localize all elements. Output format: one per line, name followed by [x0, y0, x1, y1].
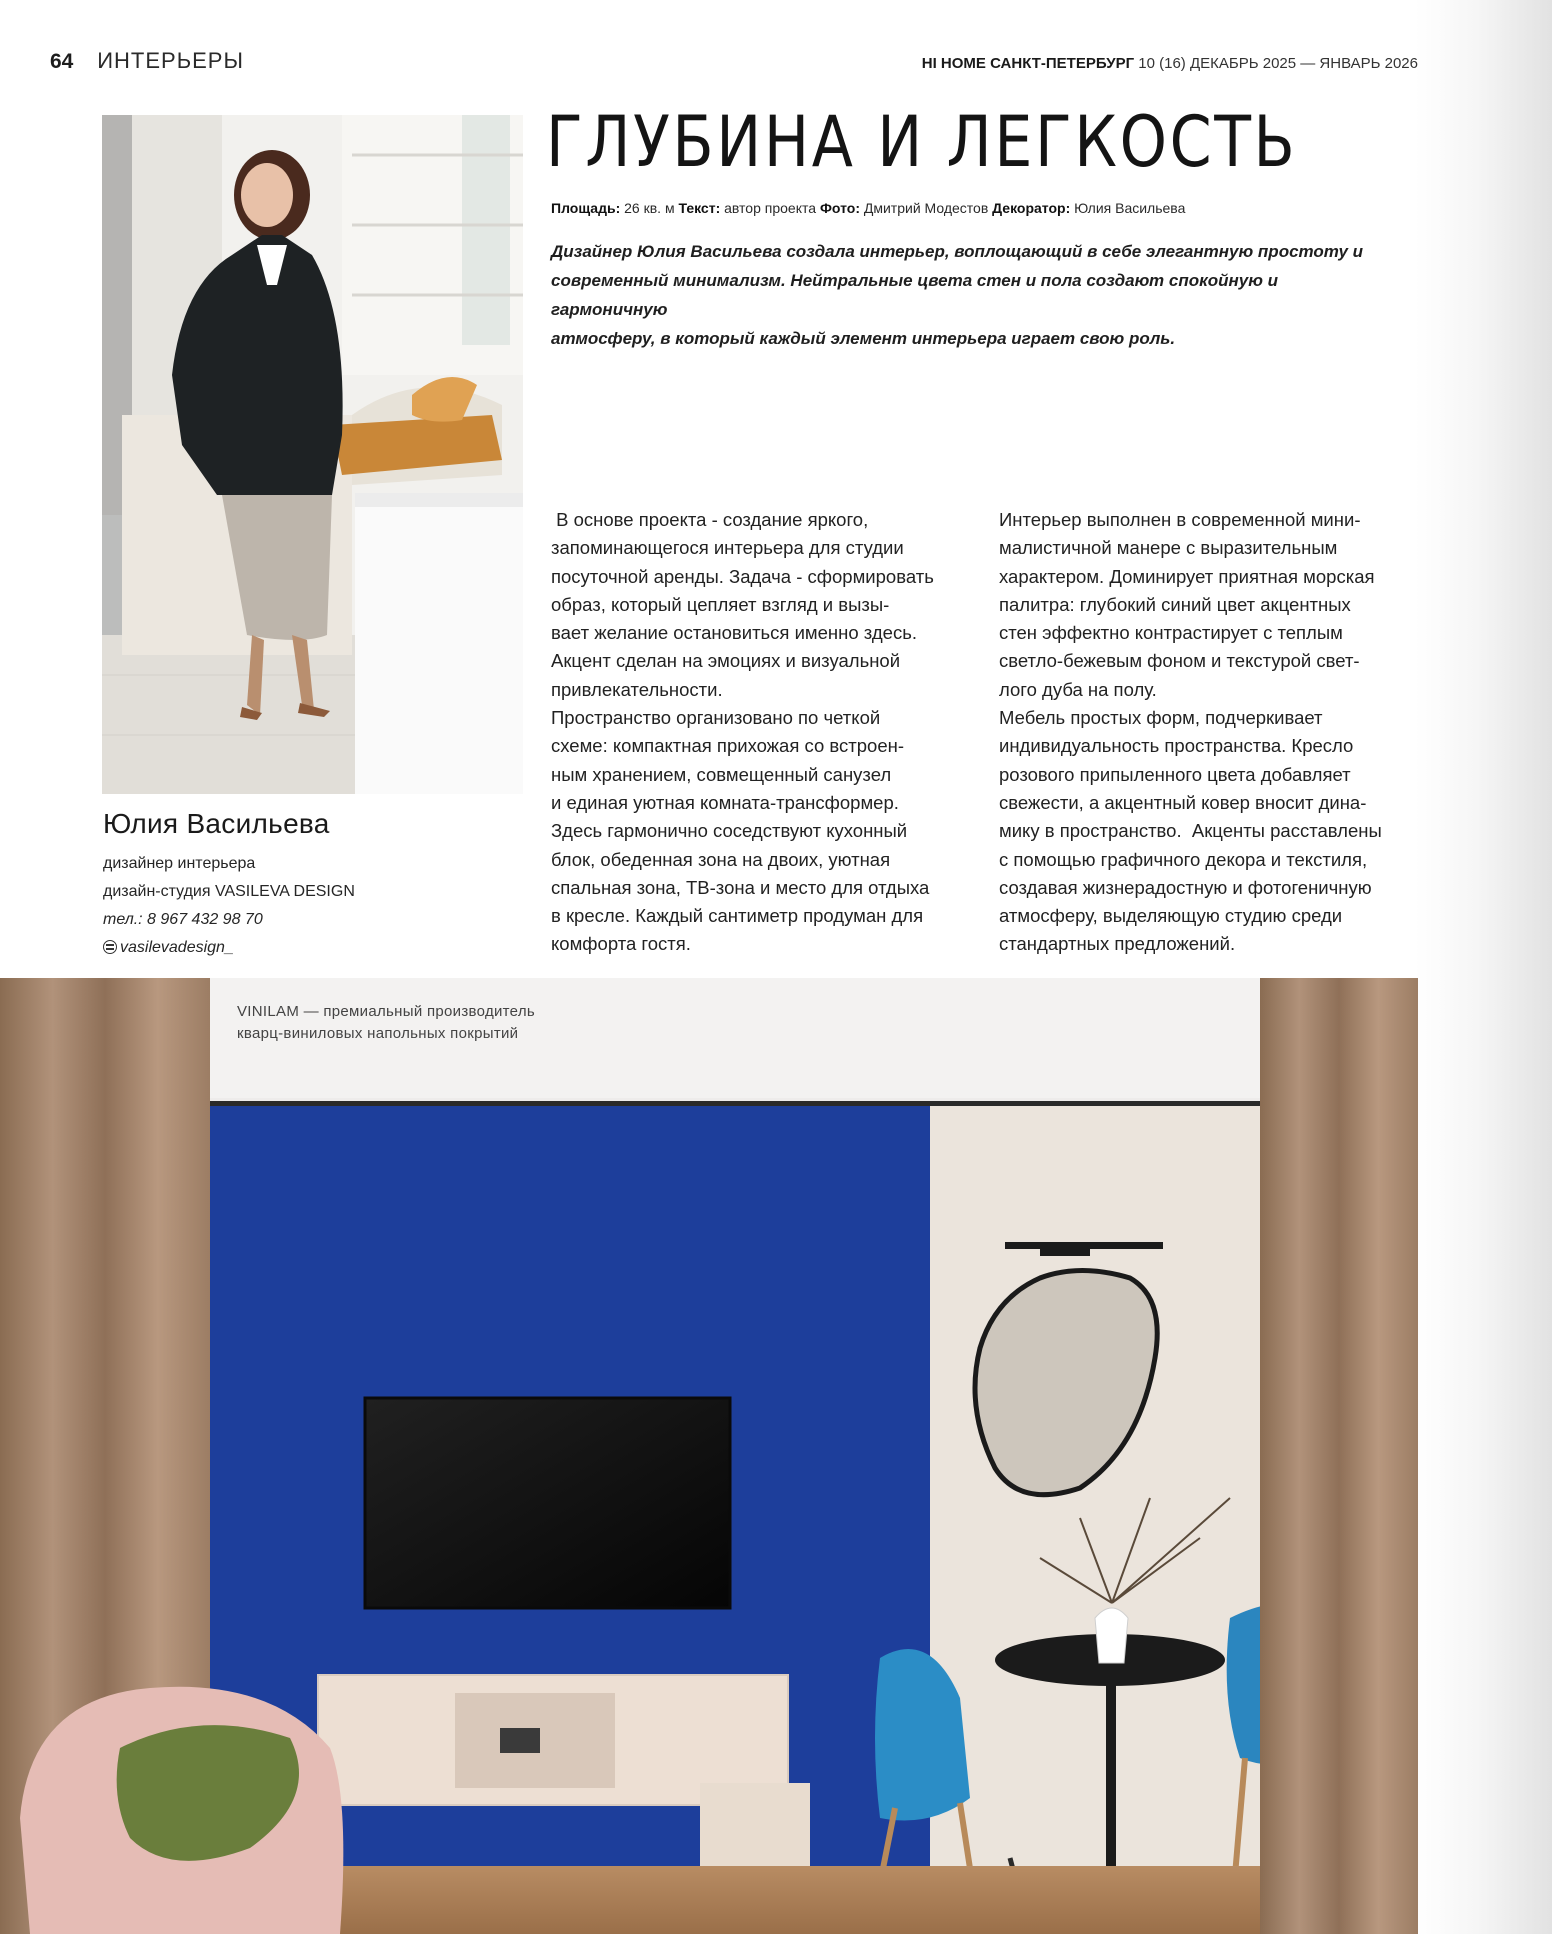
- body-line: стандартных предложений.: [999, 933, 1236, 955]
- body-line: Здесь гармонично соседствуют кухонный: [551, 820, 908, 842]
- body-column-1: [551, 506, 981, 959]
- body-line: и единая уютная комната-трансформер.: [551, 791, 899, 813]
- body-line: лого дуба на полу.: [999, 678, 1157, 700]
- body-line: привлекательности.: [551, 678, 723, 700]
- body-line: с помощью графичного декора и текстиля,: [999, 848, 1368, 870]
- page-number: 64: [50, 50, 74, 73]
- body-line: ным хранением, совмещенный санузел: [551, 763, 892, 785]
- lead-line: атмосферу, в который каждый элемент интерьера играет свою роль.: [551, 329, 1176, 348]
- designer-studio: дизайн-студия VASILEVA DESIGN: [103, 883, 355, 900]
- credit-decorator-label: Декоратор:: [992, 200, 1071, 216]
- designer-phone: тел.: 8 967 432 98 70: [103, 911, 263, 928]
- credit-photo-value: Дмитрий Модестов: [863, 200, 989, 216]
- interior-room-photo: [0, 978, 1418, 1934]
- designer-name: Юлия Васильева: [103, 808, 330, 839]
- credit-area-value: 26 кв. м: [624, 200, 675, 216]
- body-line: вает желание остановиться именно здесь.: [551, 622, 917, 644]
- instagram-icon: [103, 940, 117, 954]
- credit-text-label: Текст:: [678, 200, 721, 216]
- body-line: комфорта гостя.: [551, 933, 691, 955]
- body-line: стен эффектно контрастирует с теплым: [999, 622, 1343, 644]
- credit-area-label: Площадь:: [551, 200, 621, 216]
- designer-role: дизайнер интерьера: [103, 855, 256, 872]
- body-column-2: [999, 506, 1429, 959]
- article-lead: [551, 237, 1371, 353]
- body-line: характером. Доминирует приятная морская: [999, 565, 1375, 587]
- page-edge-shadow: [1415, 0, 1552, 1934]
- article-credits: [551, 200, 1185, 216]
- body-line: Акцент сделан на эмоциях и визуальной: [551, 650, 901, 672]
- body-line: в кресле. Каждый сантиметр продуман для: [551, 905, 924, 927]
- lead-line: Дизайнер Юлия Васильева создала интерьер, воплощающий в себе элегантную простоту и: [551, 242, 1364, 261]
- designer-portrait-photo: [102, 115, 523, 794]
- body-line: Интерьер выполнен в современной мини-: [999, 509, 1361, 530]
- magazine-name: HI HOME САНКТ-ПЕТЕРБУРГ: [921, 55, 1135, 72]
- designer-instagram[interactable]: [103, 934, 355, 962]
- section-name: ИНТЕРЬЕРЫ: [97, 48, 244, 73]
- credit-text-value: автор проекта: [724, 200, 817, 216]
- body-line: посуточной аренды. Задача - сформировать: [551, 565, 934, 587]
- body-line: образ, который цепляет взгляд и вызы-: [551, 593, 890, 615]
- body-line: атмосферу, выделяющую студию среди: [999, 905, 1343, 927]
- caption-line: кварц-виниловых напольных покрытий: [237, 1025, 519, 1042]
- body-line: Мебель простых форм, подчеркивает: [999, 707, 1323, 729]
- article-title: ГЛУБИНА И ЛЕГКОСТЬ: [546, 101, 1298, 183]
- body-line: спальная зона, ТВ-зона и место для отдыха: [551, 876, 930, 898]
- instagram-handle: vasilevadesign_: [120, 939, 234, 956]
- issue-info: 10 (16) ДЕКАБРЬ 2025 — ЯНВАРЬ 2026: [1138, 55, 1418, 72]
- body-line: блок, обеденная зона на двоих, уютная: [551, 848, 891, 870]
- page-header-left: [50, 48, 244, 74]
- body-line: палитра: глубокий синий цвет акцентных: [999, 593, 1351, 615]
- designer-info: [103, 808, 355, 962]
- body-line: свежести, а акцентный ковер вносит дина-: [999, 791, 1367, 813]
- body-line: светло-бежевым фоном и текстурой свет-: [999, 650, 1360, 672]
- page-header-right: [922, 55, 1418, 72]
- body-line: В основе проекта - создание яркого,: [551, 509, 869, 530]
- body-line: мику в пространство. Акценты расставлены: [999, 820, 1382, 842]
- body-line: розового припыленного цвета добавляет: [999, 763, 1351, 785]
- body-line: индивидуальность пространства. Кресло: [999, 735, 1354, 757]
- body-line: малистичной манере с выразительным: [999, 537, 1338, 559]
- credit-photo-label: Фото:: [819, 200, 860, 216]
- lead-line: современный минимализм. Нейтральные цвета стен и пола создают спокойную и гармоничную: [551, 271, 1279, 319]
- body-line: схеме: компактная прихожая со встроен-: [551, 735, 904, 757]
- body-line: Пространство организовано по четкой: [551, 707, 881, 729]
- body-line: создавая жизнерадостную и фотогеничную: [999, 876, 1372, 898]
- credit-decorator-value: Юлия Васильева: [1074, 200, 1186, 216]
- body-line: запоминающегося интерьера для студии: [551, 537, 904, 559]
- photo-caption: [237, 1001, 535, 1045]
- caption-line: VINILAM — премиальный производитель: [237, 1003, 535, 1020]
